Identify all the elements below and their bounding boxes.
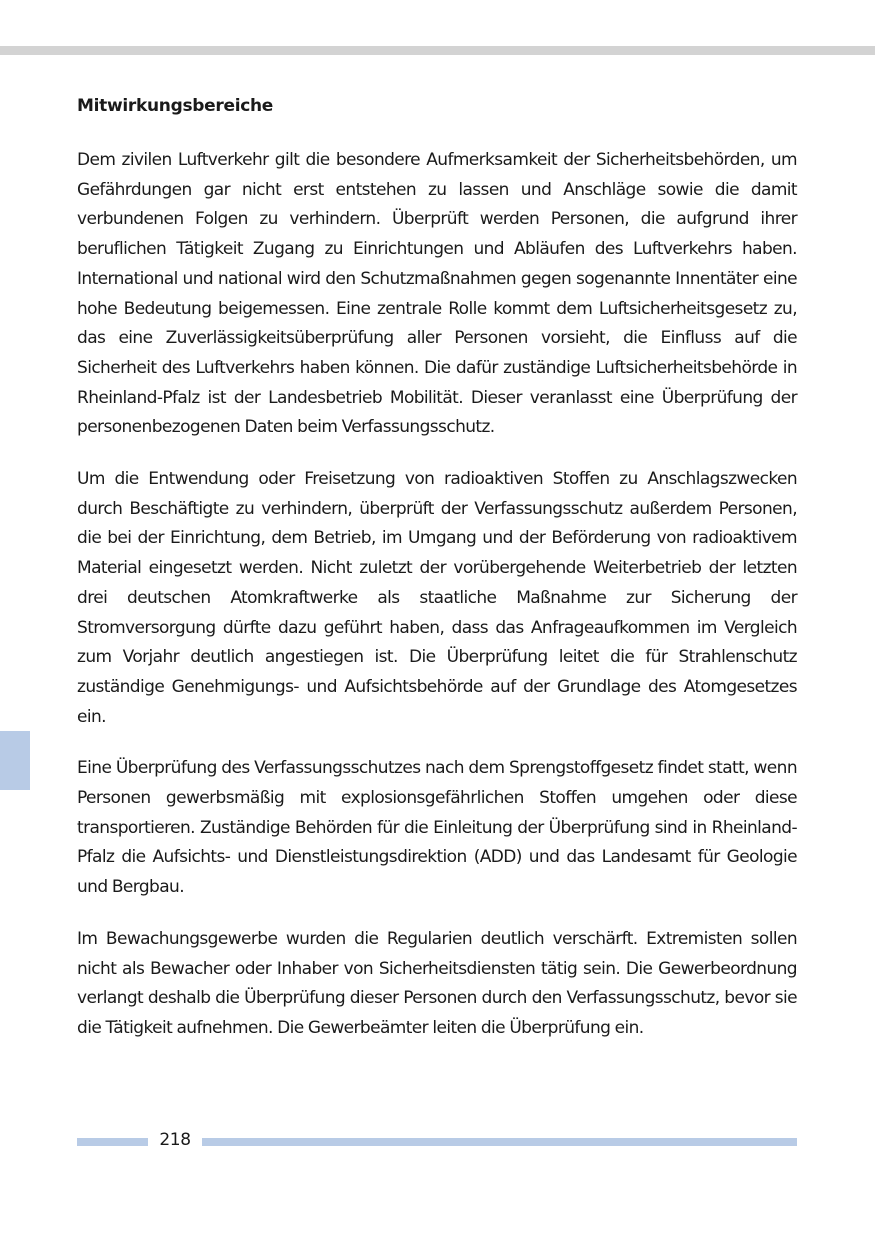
page-footer	[77, 1127, 797, 1153]
paragraph-aviation: Dem zivilen Luftverkehr gilt die besondere Aufmerksamkeit der Sicherheitsbehörden, um Gefährdungen gar nicht erst entstehen zu lassen und Anschläge sowie die damit verbundenen Folgen zu verhindern. Überprüft werden Personen, die aufgrund ihrer beruflichen Tätigkeit Zugang zu Einrichtungen und Abläufen des Luftverkehrs haben. International und national wird den Schutzmaßnahmen gegen sogenannte Innentäter eine hohe Bedeutung beigemessen. Eine zentrale Rolle kommt dem Luftsicherheitsgesetz zu, das eine Zuverlässigkeitsüberprüfung aller Personen vorsieht, die Einfluss auf die Sicherheit des Luftverkehrs haben können. Die dafür zuständige Luftsicherheitsbehörde in Rheinland-Pfalz ist der Landesbetrieb Mobilität. Dieser veranlasst eine Überprüfung der personenbezogenen Daten beim Verfassungsschutz.	[77, 150, 797, 438]
paragraph-explosives: Eine Überprüfung des Verfassungsschutzes nach dem Sprengstoffgesetz findet statt, wenn Personen gewerbsmäßig mit explosionsgefährlichen Stoffen umgehen oder diese transportieren. Zuständige Behörden für die Einleitung der Überprüfung sind in Rheinland-Pfalz die Aufsichts- und Dienstleistungsdirektion (ADD) und das Landesamt für Geologie und Bergbau.	[77, 758, 797, 898]
page-content	[77, 91, 797, 1066]
top-rule	[0, 46, 875, 55]
paragraph-security-services: Im Bewachungsgewerbe wurden die Regularien deutlich verschärft. Extremisten sollen nicht als Bewacher oder Inhaber von Sicherheitsdiensten tätig sein. Die Gewerbeordnung verlangt deshalb die Überprüfung dieser Personen durch den Verfassungsschutz, bevor sie die Tätigkeit aufnehmen. Die Gewerbeämter leiten die Überprüfung ein.	[77, 928, 797, 1038]
paragraph-radioactive: Um die Entwendung oder Freisetzung von radioaktiven Stoffen zu Anschlagszwecken durch Beschäftigte zu verhindern, überprüft der Verfassungsschutz außerdem Personen, die bei der Einrichtung, dem Betrieb, im Umgang und der Beförderung von radioaktivem Material eingesetzt werden. Nicht zuletzt der vorübergehende Weiterbetrieb der letzten drei deutschen Atomkraftwerke als staatliche Maßnahme zur Sicherung der Stromversorgung dürfte dazu geführt haben, dass das Anfrageaufkommen im Vergleich zum Vorjahr deutlich angestiegen ist. Die Überprüfung leitet die für Strahlenschutz zuständige Genehmigungs- und Aufsichtsbehörde auf der Grundlage des Atomgesetzes ein.	[77, 469, 797, 727]
footer-bar-right	[202, 1138, 797, 1146]
footer-bar-left	[77, 1138, 148, 1146]
page-number: 218	[159, 1130, 191, 1150]
chapter-side-tab	[0, 731, 30, 790]
section-heading: Mitwirkungsbereiche	[77, 96, 274, 116]
